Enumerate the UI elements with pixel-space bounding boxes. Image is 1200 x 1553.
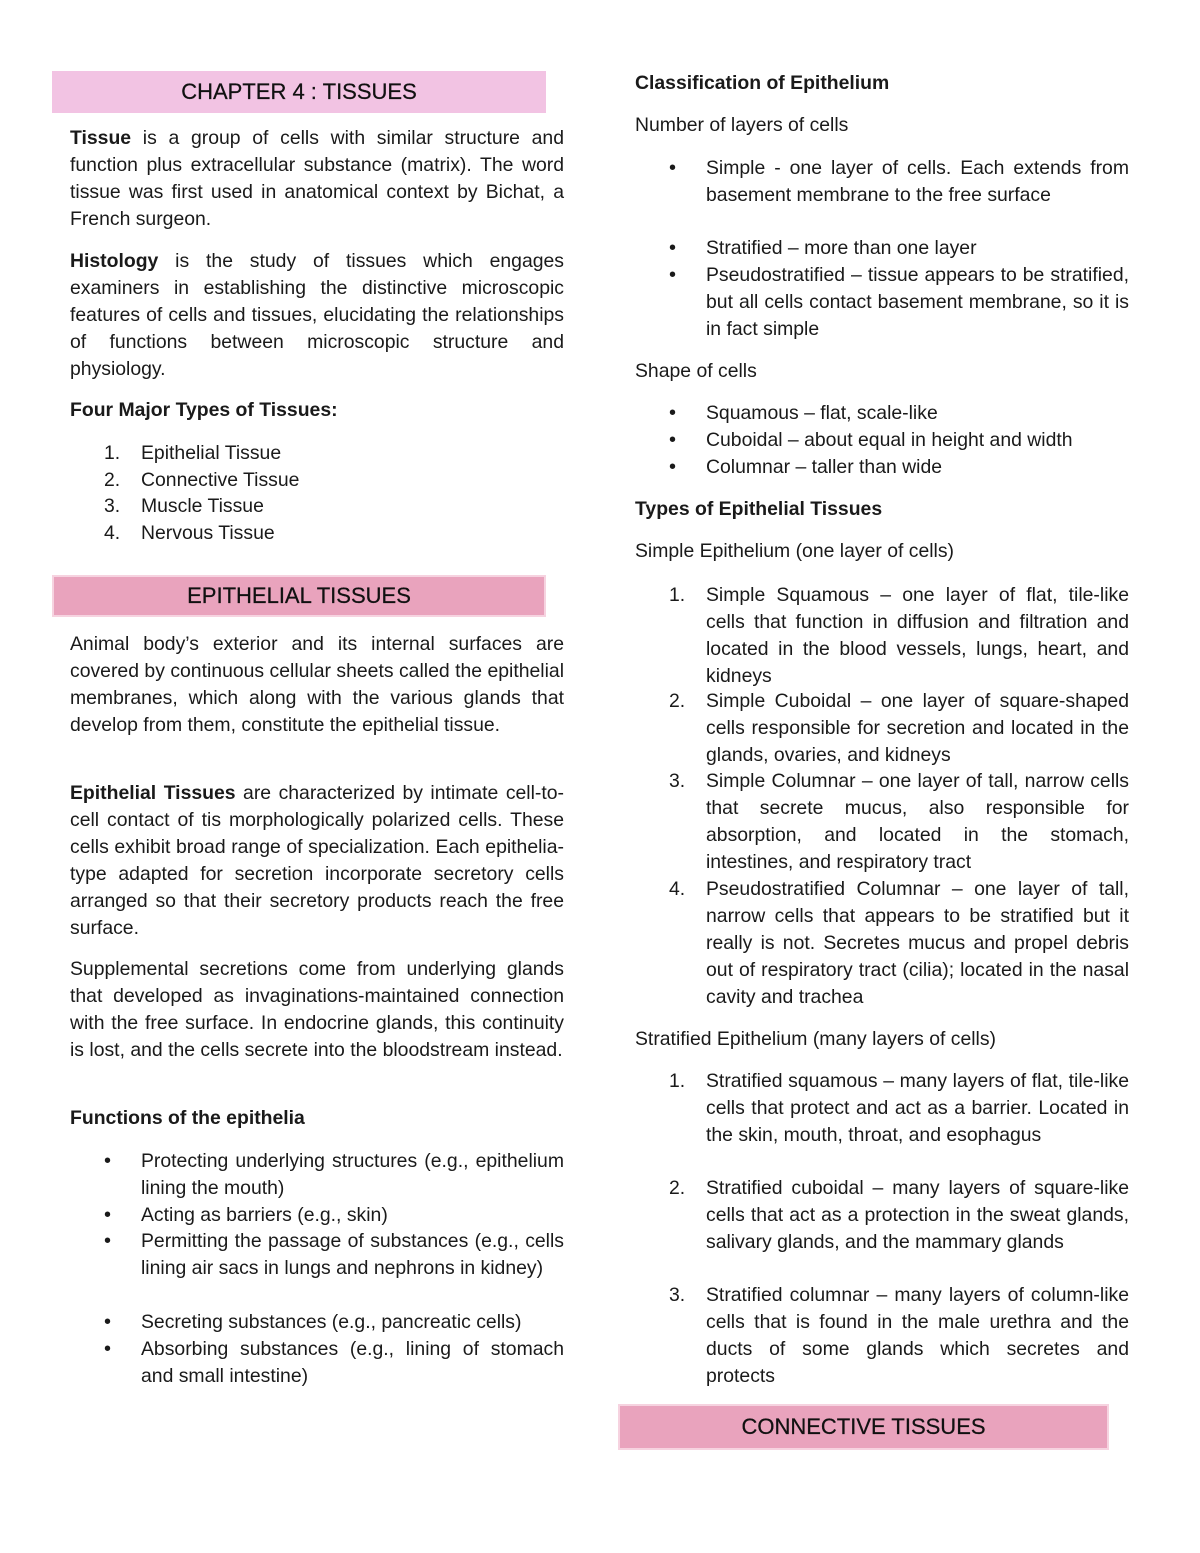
list-item-text: Cuboidal – about equal in height and width [706,429,1073,451]
bullet: • [104,1150,112,1172]
list-number: 3. [104,495,121,517]
list-item-text: Simple - one layer of cells. Each extends from basement membrane to the free surface [706,157,1129,206]
bullet: • [669,402,677,424]
histology-term: Histology [70,250,159,272]
list-number: 3. [669,770,686,792]
epithelial-term: Epithelial Tissues [70,782,236,804]
supplemental-paragraph: Supplemental secretions come from underlying glands that developed as invaginations-maintained connection with the free surface. In endocrine glands, this continuity is lost, and the cells secrete into the bloodstream instead. [70,958,564,1061]
epithelial-banner [52,575,546,617]
list-item-text: Pseudostratified Columnar – one layer of tall, narrow cells that appears to be stratified but it really is not. Secretes mucus and propel debris out of respiratory tract (cilia); located in the nasal cavity and trachea [706,878,1129,1008]
list-item-text: Permitting the passage of substances (e.g., cells lining air sacs in lungs and nephrons in kidney) [141,1230,564,1279]
four-types-heading: Four Major Types of Tissues: [70,399,338,421]
list-item-text: Absorbing substances (e.g., lining of stomach and small intestine) [141,1338,564,1387]
stratified-label: Stratified Epithelium (many layers of cells) [635,1028,997,1050]
list-item-text: Protecting underlying structures (e.g., epithelium lining the mouth) [141,1150,564,1199]
list-item-text: Columnar – taller than wide [706,456,943,478]
list-number: 2. [669,1177,686,1199]
list-item-text: Epithelial Tissue [141,442,282,464]
bullet: • [104,1338,112,1360]
list-item-text: Simple Columnar – one layer of tall, narrow cells that secrete mucus, also responsible for absorption, and located in the stomach, intestines, and respiratory tract [706,770,1129,873]
tissue-definition: is a group of cells with similar structure and function plus extracellular substance (matrix). The word tissue was first used in anatomical context by Bichat, a French surgeon. [70,127,564,230]
bullet: • [104,1311,112,1333]
list-item-text: Stratified cuboidal – many layers of square-like cells that act as a protection in the sweat glands, salivary glands, and the mammary glands [706,1177,1129,1253]
layers-label: Number of layers of cells [635,114,849,136]
list-item-text: Stratified columnar – many layers of column-like cells that is found in the male urethra and the ducts of some glands which secretes and protects [706,1284,1129,1387]
list-item-text: Stratified – more than one layer [706,237,977,259]
list-number: 2. [104,469,121,491]
bullet: • [104,1204,112,1226]
bullet: • [669,456,677,478]
epithelial-intro-paragraph: Animal body’s exterior and its internal surfaces are covered by continuous cellular sheets called the epithelial membranes, which along with the various glands that develop from them, constitute the epithelial tissue. [70,633,564,736]
list-item-text: Stratified squamous – many layers of flat, tile-like cells that protect and act as a barrier. Located in the skin, mouth, throat, and esophagus [706,1070,1129,1146]
histology-paragraph [70,248,564,383]
list-item-text: Nervous Tissue [141,522,275,544]
list-number: 2. [669,690,686,712]
bullet: • [669,157,677,179]
functions-heading: Functions of the epithelia [70,1107,305,1129]
epithelial-tissues-paragraph [70,780,564,941]
bullet: • [104,1230,112,1252]
chapter-title: CHAPTER 4 : TISSUES [181,79,417,104]
list-number: 1. [104,442,121,464]
list-item-text: Simple Cuboidal – one layer of square-shaped cells responsible for secretion and located in the glands, ovaries, and kidneys [706,690,1129,766]
connective-banner [618,1404,1109,1450]
list-item-text: Secreting substances (e.g., pancreatic cells) [141,1311,522,1333]
shape-label: Shape of cells [635,360,757,382]
list-item-text: Acting as barriers (e.g., skin) [141,1204,388,1226]
list-item-text: Simple Squamous – one layer of flat, tile-like cells that function in diffusion and filtration and located in the blood vessels, lungs, heart, and kidneys [706,584,1129,687]
tissue-term: Tissue [70,127,132,149]
bullet: • [669,264,677,286]
list-number: 4. [669,878,686,900]
list-number: 1. [669,584,686,606]
tissue-paragraph [70,125,564,233]
epithelial-banner-title: EPITHELIAL TISSUES [187,583,411,608]
list-number: 4. [104,522,121,544]
list-number: 3. [669,1284,686,1306]
epithelial-definition: are characterized by intimate cell-to-cell contact of tis morphologically polarized cells. These cells exhibit broad range of specialization. Each epithelia-type adapted for secretion incorporate secretory cells arranged so that their secretory products reach the free surface. [70,782,565,939]
bullet: • [669,429,677,451]
bullet: • [669,237,677,259]
classification-heading: Classification of Epithelium [635,72,890,94]
list-item-text: Muscle Tissue [141,495,264,517]
chapter-title-banner [52,71,546,113]
list-item-text: Connective Tissue [141,469,300,491]
list-item-text: Pseudostratified – tissue appears to be stratified, but all cells contact basement membrane, so it is in fact simple [706,264,1129,340]
connective-banner-title: CONNECTIVE TISSUES [741,1414,986,1439]
histology-definition: is the study of tissues which engages examiners in establishing the distinctive microscopic features of cells and tissues, elucidating the relationships of functions between microscopic structure and physiology. [70,250,564,380]
list-item-text: Squamous – flat, scale-like [706,402,938,424]
list-number: 1. [669,1070,686,1092]
types-heading: Types of Epithelial Tissues [635,498,883,520]
simple-label: Simple Epithelium (one layer of cells) [635,540,954,562]
